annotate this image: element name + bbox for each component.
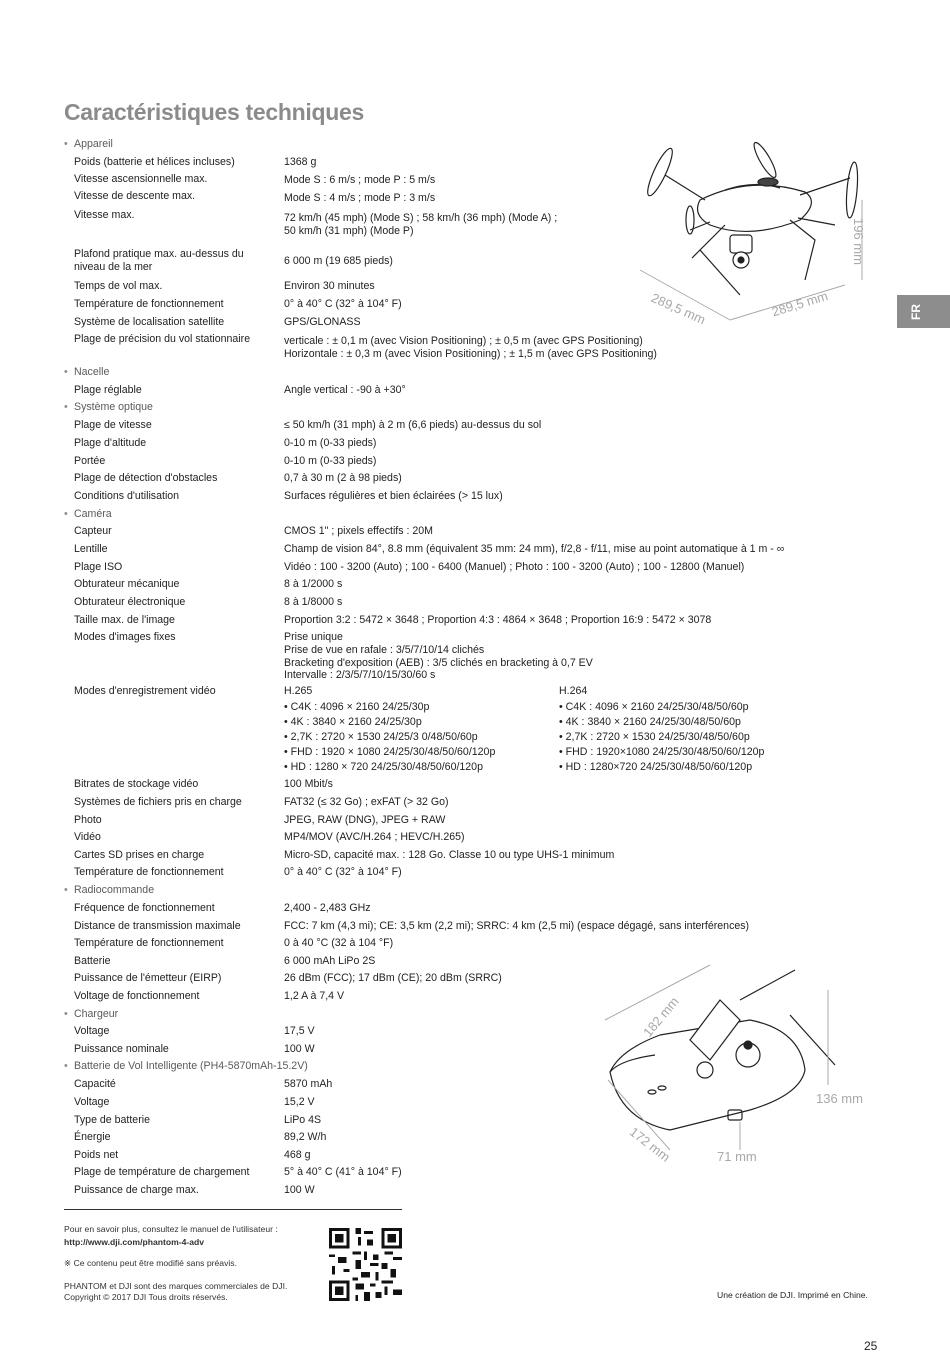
spec-label: Voltage [74,1096,110,1108]
spec-label: Vitesse de descente max. [74,190,196,202]
spec-label: Fréquence de fonctionnement [74,902,215,914]
spec-label: Plage de précision du vol stationnaire [74,333,251,345]
spec-value: 26 dBm (FCC); 17 dBm (CE); 20 dBm (SRRC) [284,972,502,984]
spec-label: Photo [74,814,102,826]
spec-label: Poids net [74,1149,119,1161]
video-mode-h265: • FHD : 1920 × 1080 24/25/30/48/50/60/120p [284,746,496,758]
spec-label: Énergie [74,1131,111,1143]
spec-label: Vitesse ascensionnelle max. [74,173,208,185]
spec-label: Puissance de charge max. [74,1184,199,1196]
spec-value: 72 km/h (45 mph) (Mode S) ; 58 km/h (36 mph) (Mode A) ; [284,212,558,224]
spec-value: 15,2 V [284,1096,315,1108]
spec-label: Plage de vitesse [74,419,152,431]
notice-text: ※ Ce contenu peut être modifié sans préavis. [64,1258,237,1268]
spec-value: 0° à 40° C (32° à 104° F) [284,866,402,878]
spec-value: 0-10 m (0-33 pieds) [284,455,377,467]
video-mode-h264: • C4K : 4096 × 2160 24/25/30/48/50/60p [559,701,749,713]
spec-value: Intervalle : 2/3/5/7/10/15/30/60 s [284,669,436,681]
spec-value: Prise de vue en rafale : 3/5/7/10/14 clichés [284,644,485,656]
section-heading: • Appareil [64,138,113,150]
spec-label: Lentille [74,543,108,555]
spec-value: GPS/GLONASS [284,316,361,328]
spec-label: Distance de transmission maximale [74,920,241,932]
spec-label: Puissance nominale [74,1043,169,1055]
manual-link-url[interactable]: http://www.dji.com/phantom-4-adv [64,1237,205,1247]
spec-value: 2,400 - 2,483 GHz [284,902,371,914]
spec-label: Portée [74,455,106,467]
spec-label: Systèmes de fichiers pris en charge [74,796,242,808]
qr-code[interactable] [329,1228,402,1301]
spec-value: Champ de vision 84°, 8.8 mm (équivalent 35 mm: 24 mm), f/2,8 - f/11, mise au point automatique à 1 m - ∞ [284,543,785,555]
spec-value: 5870 mAh [284,1078,333,1090]
spec-label: Température de fonctionnement [74,298,224,310]
spec-label: Type de batterie [74,1114,150,1126]
video-mode-h264: • 2,7K : 2720 × 1530 24/25/30/48/50/60p [559,731,750,743]
spec-label: Système de localisation satellite [74,316,225,328]
dimension-label: 196 mm [851,218,866,265]
page-title: Caractéristiques techniques [64,99,364,125]
spec-label: Vitesse max. [74,209,135,221]
spec-value: 1,2 A à 7,4 V [284,990,345,1002]
spec-value: FCC: 7 km (4,3 mi); CE: 3,5 km (2,2 mi); SRRC: 4 km (2,5 mi) (espace dégagé, sans interférences) [284,920,750,932]
spec-value: MP4/MOV (AVC/H.264 ; HEVC/H.265) [284,831,465,843]
spec-label: Poids (batterie et hélices incluses) [74,156,235,168]
more-info-text: Pour en savoir plus, consultez le manuel de l'utilisateur : [64,1224,278,1234]
section-heading-label: Nacelle [74,366,110,378]
dimension-label: 136 mm [816,1091,863,1106]
copyright-text: Copyright © 2017 DJI Tous droits réservés. [64,1292,228,1302]
video-mode-h264: • HD : 1280×720 24/25/30/48/50/60/120p [559,761,753,773]
manual-link[interactable] [64,1237,204,1248]
spec-value: LiPo 4S [284,1114,322,1126]
spec-label: Modes d'images fixes [74,631,176,643]
spec-value: Mode S : 6 m/s ; mode P : 5 m/s [284,174,436,186]
spec-label: Temps de vol max. [74,280,163,292]
spec-label: Plafond pratique max. au-dessus du [74,248,244,260]
spec-value: 5° à 40° C (41° à 104° F) [284,1166,402,1178]
spec-label: Obturateur mécanique [74,578,180,590]
spec-value: Bracketing d'exposition (AEB) : 3/5 clichés en bracketing à 0,7 EV [284,657,593,669]
spec-value: 0,7 à 30 m (2 à 98 pieds) [284,472,402,484]
spec-value: 8 à 1/8000 s [284,596,343,608]
spec-label: Température de fonctionnement [74,866,224,878]
trademark-text: PHANTOM et DJI sont des marques commerciales de DJI. [64,1281,288,1291]
spec-value: 1368 g [284,156,317,168]
section-heading-label: Système optique [74,401,153,413]
spec-value: 6 000 mAh LiPo 2S [284,955,376,967]
spec-value: 6 000 m (19 685 pieds) [284,255,393,267]
spec-value: CMOS 1" ; pixels effectifs : 20M [284,525,433,537]
spec-value: 8 à 1/2000 s [284,578,343,590]
spec-label: Plage de température de chargement [74,1166,250,1178]
spec-label: Plage de détection d'obstacles [74,472,218,484]
spec-value: Vidéo : 100 - 3200 (Auto) ; 100 - 6400 (Manuel) ; Photo : 100 - 3200 (Auto) ; 100 - 12800 (Manuel) [284,561,745,573]
spec-label: Cartes SD prises en charge [74,849,205,861]
spec-label: Conditions d'utilisation [74,490,180,502]
spec-label: Taille max. de l'image [74,614,175,626]
video-mode-h265: • C4K : 4096 × 2160 24/25/30p [284,701,430,713]
spec-value: 89,2 W/h [284,1131,327,1143]
spec-label: Obturateur électronique [74,596,186,608]
spec-value: FAT32 (≤ 32 Go) ; exFAT (> 32 Go) [284,796,449,808]
video-mode-h265: • 4K : 3840 × 2160 24/25/30p [284,716,422,728]
section-heading: • Radiocommande [64,884,155,896]
spec-label: Plage réglable [74,384,142,396]
spec-value: 468 g [284,1149,311,1161]
spec-value: Angle vertical : -90 à +30° [284,384,406,396]
spec-label: Batterie [74,955,111,967]
spec-value: JPEG, RAW (DNG), JPEG + RAW [284,814,446,826]
spec-label: Modes d'enregistrement vidéo [74,685,216,697]
section-heading-label: Caméra [74,508,112,520]
dimension-label: 289,5 mm [648,290,708,328]
language-tab-label: FR [909,304,923,320]
section-heading-label: Batterie de Vol Intelligente (PH4-5870mAh-15.2V) [74,1060,308,1072]
dimension-label: 172 mm [626,1124,674,1165]
spec-label: Température de fonctionnement [74,937,224,949]
spec-value: verticale : ± 0,1 m (avec Vision Positioning) ; ± 0,5 m (avec GPS Positioning) [284,335,643,347]
spec-value: ≤ 50 km/h (31 mph) à 2 m (6,6 pieds) au-dessus du sol [284,419,542,431]
video-mode-h264: • FHD : 1920×1080 24/25/30/48/50/60/120p [559,746,765,758]
section-heading: • Batterie de Vol Intelligente (PH4-5870mAh-15.2V) [64,1060,308,1072]
spec-label: Bitrates de stockage vidéo [74,778,199,790]
video-mode-h265: • 2,7K : 2720 × 1530 24/25/3 0/48/50/60p [284,731,478,743]
spec-value: 100 W [284,1184,315,1196]
spec-value-line2: 50 km/h (31 mph) (Mode P) [284,225,414,237]
spec-label: Voltage de fonctionnement [74,990,200,1002]
dimension-label: 71 mm [717,1149,757,1164]
spec-value: Prise unique [284,631,343,643]
section-heading: • Chargeur [64,1008,119,1020]
spec-label: Plage d'altitude [74,437,147,449]
section-heading: • Nacelle [64,366,110,378]
section-heading: • Système optique [64,401,153,413]
dimension-label: 182 mm [640,994,682,1040]
spec-value: Micro-SD, capacité max. : 128 Go. Classe 10 ou type UHS-1 minimum [284,849,615,861]
spec-label: Puissance de l'émetteur (EIRP) [74,972,222,984]
spec-value: 0 à 40 °C (32 à 104 °F) [284,937,394,949]
spec-value-line2: Horizontale : ± 0,3 m (avec Vision Positioning) ; ± 1,5 m (avec GPS Positioning) [284,348,657,360]
video-mode-h264: • 4K : 3840 × 2160 24/25/30/48/50/60p [559,716,741,728]
video-mode-h265: H.265 [284,685,313,697]
spec-label: Plage ISO [74,561,123,573]
spec-label-line2: niveau de la mer [74,261,153,273]
spec-value: 100 W [284,1043,315,1055]
spec-value: 100 Mbit/s [284,778,333,790]
section-heading-label: Radiocommande [74,884,155,896]
spec-label: Capacité [74,1078,116,1090]
page-number: 25 [864,1339,878,1353]
language-tab [897,295,950,328]
section-heading-label: Chargeur [74,1008,119,1020]
video-mode-h264: H.264 [559,685,588,697]
video-mode-h265: • HD : 1280 × 720 24/25/30/48/50/60/120p [284,761,483,773]
spec-label: Capteur [74,525,112,537]
section-heading-label: Appareil [74,138,113,150]
dimension-label: 289,5 mm [770,288,830,320]
spec-value: Proportion 3:2 : 5472 × 3648 ; Proportion 4:3 : 4864 × 3648 ; Proportion 16:9 : 5472 × 3078 [284,614,712,626]
spec-label: Vidéo [74,831,101,843]
spec-value: 0° à 40° C (32° à 104° F) [284,298,402,310]
spec-value: 17,5 V [284,1025,315,1037]
spec-value: Surfaces régulières et bien éclairées (> 15 lux) [284,490,503,502]
spec-value: Environ 30 minutes [284,280,375,292]
spec-value: 0-10 m (0-33 pieds) [284,437,377,449]
spec-label: Voltage [74,1025,110,1037]
footer-divider [64,1209,402,1210]
spec-value: Mode S : 4 m/s ; mode P : 3 m/s [284,192,436,204]
made-in-text: Une création de DJI. Imprimé en Chine. [717,1290,868,1300]
section-heading: • Caméra [64,508,112,520]
